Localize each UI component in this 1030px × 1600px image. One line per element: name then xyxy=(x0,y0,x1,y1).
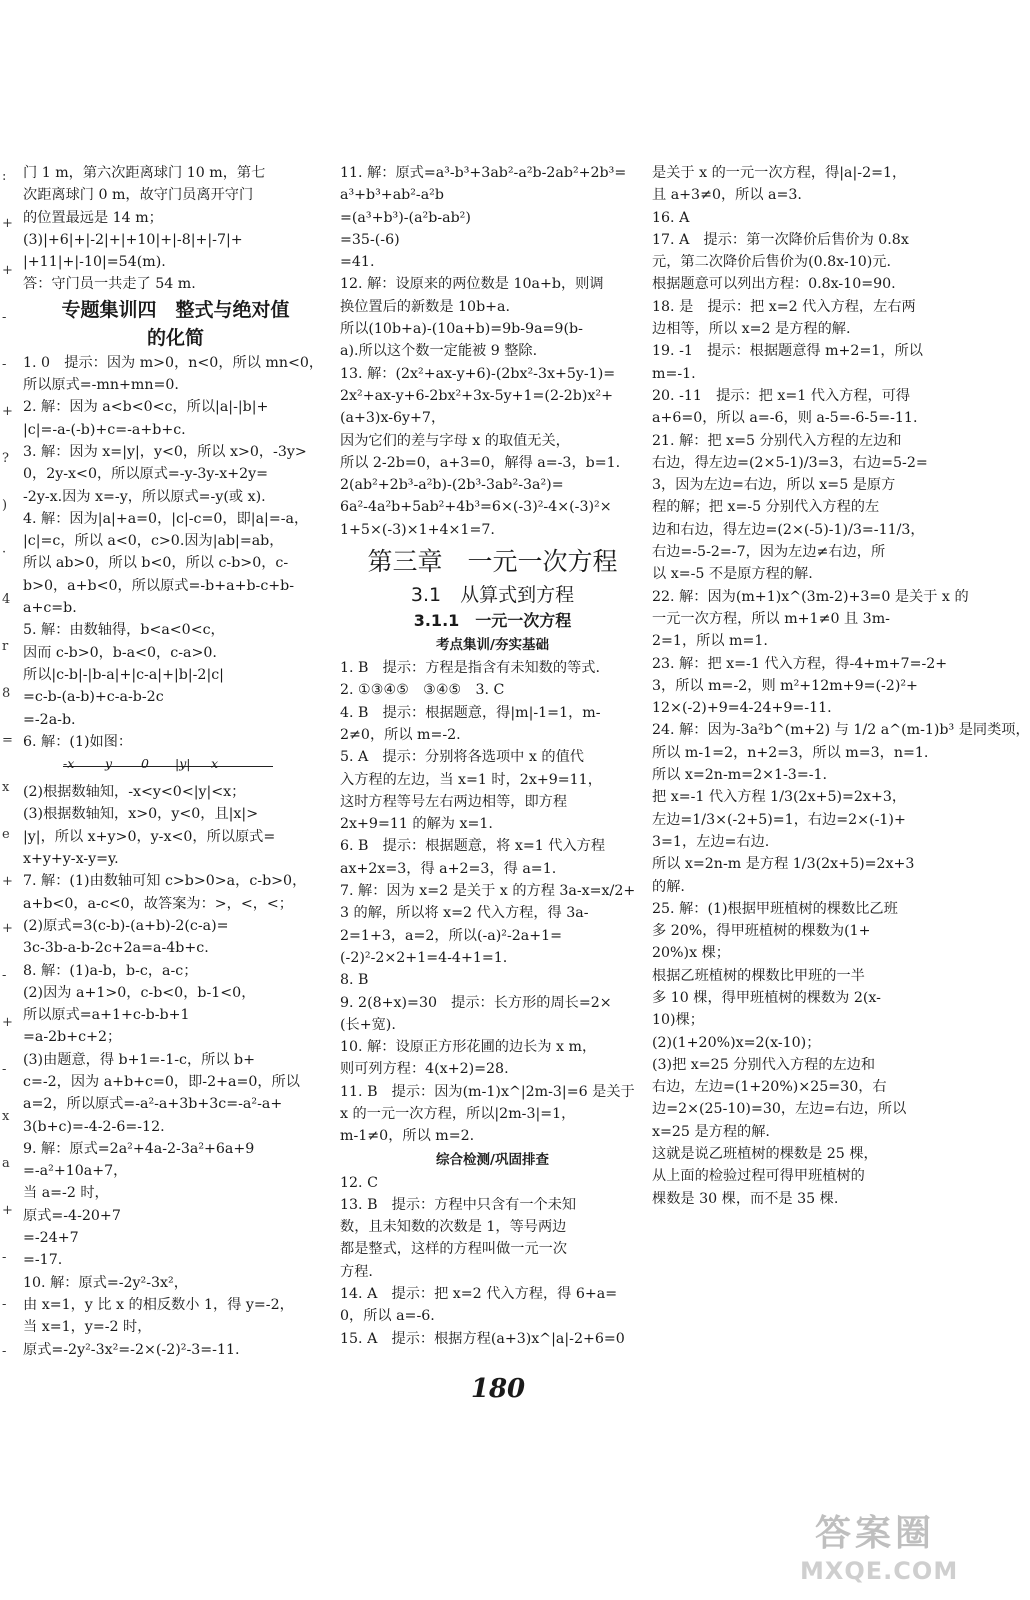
margin-glyph: - xyxy=(2,310,7,325)
text-line: 9. 2(8+x)=30 提示：长方形的周长=2× xyxy=(340,994,612,1011)
text-line: (3)根据数轴知，x>0，y<0，且|x|> xyxy=(23,806,259,823)
text-line: (3)由题意，得 b+1=-1-c，所以 b+ xyxy=(23,1051,256,1068)
text-line: 1. B 提示：方程是指含有未知数的等式. xyxy=(340,660,600,677)
text-line: =-24+7 xyxy=(23,1230,79,1247)
text-line: 10. 解：设原正方形花圃的边长为 x m， xyxy=(340,1039,597,1056)
number-line-label: x xyxy=(211,756,219,772)
text-line: 2=1+3，a=2，所以(-a)²-2a+1= xyxy=(340,927,563,944)
margin-glyph: + xyxy=(2,1203,13,1218)
text-line: 所以(10b+a)-(10a+b)=9b-9a=9(b- xyxy=(340,321,583,338)
text-line: 3. 解：因为 x=|y|，y<0，所以 x>0，-3y> xyxy=(23,443,307,460)
text-line: =(a³+b³)-(a²b-ab²) xyxy=(340,209,471,226)
col2-lines-c xyxy=(340,1172,645,1350)
text-line: 17. A 提示：第一次降价后售价为 0.8x xyxy=(652,231,909,248)
text-line: 3=1，左边=右边. xyxy=(652,833,770,850)
text-line: 5. 解：由数轴得，b<a<0<c， xyxy=(23,622,225,639)
text-line: 3(b+c)=-4-2-6=-12. xyxy=(23,1118,165,1135)
text-line: 15. A 提示：根据方程(a+3)x^|a|-2+6=0 xyxy=(340,1330,625,1347)
text-line: 所以 m-1=2，n+2=3，所以 m=3，n=1. xyxy=(652,744,929,761)
text-line: 10. 解：原式=-2y²-3x²， xyxy=(23,1274,188,1291)
text-line: a³+b³+ab²-a²b xyxy=(340,187,444,204)
margin-glyph: - xyxy=(2,968,7,983)
text-line: (2)根据数轴知，-x<y<0<|y|<x； xyxy=(23,784,246,801)
text-line: 多 20%，得甲班植树的棵数为(1+ xyxy=(652,923,871,940)
margin-glyph: - xyxy=(2,357,7,372)
text-line: 是关于 x 的一元一次方程，得|a|-2=1， xyxy=(652,165,907,181)
col2-lines-a xyxy=(340,162,645,541)
text-line: 方程. xyxy=(340,1263,373,1280)
number-line-label: -x xyxy=(63,756,75,772)
text-line: =a-2b+c+2； xyxy=(23,1029,122,1046)
text-line: 右边=-5-2=-7，因为左边≠右边，所 xyxy=(652,544,886,561)
text-line: 14. A 提示：把 x=2 代入方程，得 6+a= xyxy=(340,1286,618,1303)
margin-glyph: - xyxy=(2,1344,7,1359)
text-line: 则可列方程：4(x+2)=28. xyxy=(340,1061,509,1078)
text-line: =-17. xyxy=(23,1252,63,1269)
margin-glyph: x xyxy=(2,1109,10,1124)
comprehensive-check-label: 综合检测/巩固排查 xyxy=(436,1151,549,1168)
margin-glyph: + xyxy=(2,216,13,231)
margin-glyph: ) xyxy=(2,498,8,513)
text-line: =-a²+10a+7， xyxy=(23,1163,128,1180)
text-line: 程的解；把 x=-5 分别代入方程的左 xyxy=(652,499,880,516)
text-line: 元，第二次降价后售价为(0.8x-10)元. xyxy=(652,254,891,271)
margin-glyph: a xyxy=(2,1156,10,1171)
text-line: 12×(-2)+9=4-24+9=-11. xyxy=(652,700,832,717)
text-line: -2y-x.因为 x=-y，所以原式=-y(或 x). xyxy=(23,488,266,505)
section-title: 3.1 从算式到方程 xyxy=(410,584,575,607)
text-line: 1. 0 提示：因为 m>0，n<0，所以 mn<0， xyxy=(23,354,324,371)
text-line: 5. A 提示：分别将各选项中 x 的值代 xyxy=(340,749,584,766)
text-line: 以 x=-5 不是原方程的解. xyxy=(652,566,813,583)
text-line: 2(ab²+2b³-a²b)-(2b³-3ab²-3a²)= xyxy=(340,477,564,494)
text-line: 4. 解：因为|a|+a=0，|c|-c=0，即|a|=-a， xyxy=(23,510,309,527)
text-line: 由 x=1，y 比 x 的相反数小 1，得 y=-2， xyxy=(23,1296,294,1313)
text-line: 棵数是 30 棵，而不是 35 棵. xyxy=(652,1190,839,1207)
text-line: 入方程的左边，当 x=1 时，2x+9=11， xyxy=(340,771,602,788)
text-line: 因而 c-b>0，b-a<0，c-a>0. xyxy=(23,644,217,661)
text-line: 6. 解：(1)如图： xyxy=(23,733,133,750)
margin-glyph: 8 xyxy=(2,686,11,701)
page-number: 180 xyxy=(470,1374,526,1404)
text-line: 左边=1/3×(-2+5)=1，右边=2×(-1)+ xyxy=(652,811,906,828)
text-line: 所以 ab>0，所以 b<0，所以 c-b>0，c- xyxy=(23,555,289,572)
text-line: 且 a+3≠0，所以 a=3. xyxy=(652,187,802,204)
text-line: 2. ①③④⑤ ③④⑤ 3. C xyxy=(340,682,505,699)
text-line: |c|=c，所以 a<0，c>0.因为|ab|=ab， xyxy=(23,533,284,550)
watermark-text-bottom: MXQE.COM xyxy=(800,1557,959,1585)
text-line: 2≠0，所以 m=-2. xyxy=(340,726,461,743)
text-line: 边和右边，得左边=(2×(-5)-1)/3=-11/3， xyxy=(652,521,925,538)
text-line: 8. 解：(1)a-b，b-c，a-c； xyxy=(23,962,198,979)
margin-glyph: + xyxy=(2,921,13,936)
column-3 xyxy=(652,162,1030,1210)
text-line: 从上面的检验过程可得甲班植树的 xyxy=(652,1168,865,1185)
margin-glyph: ? xyxy=(2,451,9,466)
text-line: 右边，左边=(1+20%)×25=30，右 xyxy=(652,1079,887,1096)
text-line: 所以原式=-mn+mn=0. xyxy=(23,377,179,394)
margin-glyph: + xyxy=(2,874,13,889)
number-line-label: |y| xyxy=(175,756,191,772)
text-line: 一元一次方程，所以 m+1≠0 且 3m- xyxy=(652,610,890,627)
chapter-title: 第三章 一元一次方程 xyxy=(367,547,618,577)
text-line: 门 1 m，第六次距离球门 10 m，第七 xyxy=(23,165,266,181)
text-line: 7. 解：因为 x=2 是关于 x 的方程 3a-x=x/2+ xyxy=(340,883,636,900)
text-line: 3c-3b-a-b-2c+2a=a-4b+c. xyxy=(23,940,209,957)
text-line: a).所以这个数一定能被 9 整除. xyxy=(340,343,538,360)
text-line: c=-2，因为 a+b+c=0，即-2+a=0，所以 xyxy=(23,1073,300,1090)
text-line: 右边，得左边=(2×5-1)/3=3，右边=5-2= xyxy=(652,454,928,471)
margin-glyph: + xyxy=(2,263,13,278)
text-line: a+b<0，a-c<0，故答案为：>，<，<； xyxy=(23,895,293,912)
text-line: 4. B 提示：根据题意，得|m|-1=1，m- xyxy=(340,704,601,721)
col3-lines xyxy=(652,162,1030,1210)
text-line: ax+2x=3，得 a+2=3，得 a=1. xyxy=(340,860,557,877)
text-line: 10)棵； xyxy=(652,1012,704,1029)
text-line: 边相等，所以 x=2 是方程的解. xyxy=(652,321,851,338)
text-line: 1+5×(-3)×1+4×1=7. xyxy=(340,521,495,538)
text-line: 根据乙班植树的棵数比甲班的一半 xyxy=(652,967,865,984)
text-line: a=2，所以原式=-a²-a+3b+3c=-a²-a+ xyxy=(23,1096,283,1113)
text-line: 25. 解：(1)根据甲班植树的棵数比乙班 xyxy=(652,900,898,917)
margin-glyph: r xyxy=(2,639,9,654)
text-line: 数，且未知数的次数是 1，等号两边 xyxy=(340,1219,567,1236)
text-line: 11. 解：原式=a³-b³+3ab²-a²b-2ab²+2b³= xyxy=(340,165,627,181)
text-line: x+y+y-x-y=y. xyxy=(23,851,119,868)
text-line: 12. 解：设原来的两位数是 10a+b，则调 xyxy=(340,276,604,293)
text-line: (a+3)x-6y+7， xyxy=(340,410,446,427)
text-line: (2)因为 a+1>0，c-b<0，b-1<0， xyxy=(23,984,256,1001)
text-line: 当 x=1，y=-2 时， xyxy=(23,1319,152,1336)
text-line: 16. A xyxy=(652,209,690,226)
text-line: 9. 解：原式=2a²+4a-2-3a²+6a+9 xyxy=(23,1140,255,1157)
text-line: |c|=-a-(-b)+c=-a+b+c. xyxy=(23,421,186,438)
text-line: 20%)x 棵； xyxy=(652,945,730,962)
text-line: =35-(-6) xyxy=(340,231,400,248)
column-1 xyxy=(23,162,328,1361)
text-line: 3 的解，所以将 x=2 代入方程，得 3a- xyxy=(340,905,589,922)
text-line: 2. 解：因为 a<b<0<c，所以|a|-|b|+ xyxy=(23,399,269,416)
text-line: (3)把 x=25 分别代入方程的左边和 xyxy=(652,1056,876,1073)
text-line: 13. 解：(2x²+ax-y+6)-(2bx²-3x+5y-1)= xyxy=(340,365,616,382)
text-line: 根据题意可以列出方程：0.8x-10=90. xyxy=(652,276,896,293)
text-line: a+6=0，所以 a=-6，则 a-5=-6-5=-11. xyxy=(652,410,918,427)
number-line-label: 0 xyxy=(141,756,149,772)
text-line: 所以 2-2b=0，a+3=0，解得 a=-3，b=1. xyxy=(340,454,621,471)
text-line: 2x+9=11 的解为 x=1. xyxy=(340,816,493,833)
text-line: 所以 x=2n-m 是方程 1/3(2x+5)=2x+3 xyxy=(652,856,915,873)
margin-glyph: - xyxy=(2,1250,7,1265)
text-line: 13. B 提示：方程中只含有一个未知 xyxy=(340,1196,577,1213)
text-line: m=-1. xyxy=(652,365,696,382)
text-line: (长+宽). xyxy=(340,1016,396,1033)
text-line: =41. xyxy=(340,254,375,271)
text-line: 所以原式=a+1+c-b-b+1 xyxy=(23,1007,190,1024)
col2-lines-b xyxy=(340,657,645,1148)
text-line: 因为它们的差与字母 x 的取值无关， xyxy=(340,432,570,449)
column-2 xyxy=(340,162,645,1350)
text-line: 都是整式，这样的方程叫做一元一次 xyxy=(340,1241,568,1258)
text-line: 22. 解：因为(m+1)x^(3m-2)+3=0 是关于 x 的 xyxy=(652,588,969,605)
margin-glyph: = xyxy=(2,733,13,748)
text-line: 所以|c-b|-|b-a|+|c-a|+|b|-2|c| xyxy=(23,666,224,683)
text-line: m-1≠0，所以 m=2. xyxy=(340,1128,475,1145)
number-line-axis xyxy=(63,766,273,767)
text-line: 11. B 提示：因为(m-1)x^|2m-3|=6 是关于 xyxy=(340,1083,635,1100)
text-line: (3)|+6|+|-2|+|+10|+|-8|+|-7|+ xyxy=(23,231,243,248)
text-line: 23. 解：把 x=-1 代入方程，得-4+m+7=-2+ xyxy=(652,655,948,672)
margin-glyph: 4 xyxy=(2,592,11,607)
number-line-label: y xyxy=(105,756,113,772)
text-line: 18. 是 提示：把 x=2 代入方程，左右两 xyxy=(652,298,916,315)
col1-lines-b xyxy=(23,352,328,753)
text-line: 的解. xyxy=(652,878,685,895)
left-margin-strip xyxy=(0,170,18,1400)
text-line: 原式=-4-20+7 xyxy=(23,1207,121,1224)
margin-glyph: · xyxy=(2,545,7,560)
watermark-text-top: 答案圈 xyxy=(815,1513,936,1554)
margin-glyph: - xyxy=(2,1297,7,1312)
text-line: 换位置后的新数是 10b+a. xyxy=(340,298,511,315)
text-line: (2)原式=3(c-b)-(a+b)-2(c-a)= xyxy=(23,917,229,934)
special-title-line-1: 专题集训四 整式与绝对值 xyxy=(61,298,290,321)
text-line: |+11|+|-10|=54(m). xyxy=(23,254,166,271)
special-title-line-2: 的化简 xyxy=(146,326,204,349)
text-line: 0，所以 a=-6. xyxy=(340,1308,435,1325)
text-line: 所以 x=2n-m=2×1-3=-1. xyxy=(652,767,828,784)
text-line: 19. -1 提示：根据题意得 m+2=1，所以 xyxy=(652,343,923,360)
margin-glyph: x xyxy=(2,780,10,795)
text-line: a+c=b. xyxy=(23,600,77,617)
text-line: |y|，所以 x+y>0，y-x<0，所以原式= xyxy=(23,828,276,845)
text-line: 0，2y-x<0，所以原式=-y-3y-x+2y= xyxy=(23,466,269,483)
text-line: 这就是说乙班植树的棵数是 25 棵， xyxy=(652,1146,878,1163)
text-line: =-2a-b. xyxy=(23,711,76,728)
text-line: 原式=-2y²-3x²=-2×(-2)²-3=-11. xyxy=(23,1341,240,1358)
text-line: 21. 解：把 x=5 分别代入方程的左边和 xyxy=(652,432,902,449)
text-line: (-2)²-2×2+1=4-4+1=1. xyxy=(340,949,508,966)
watermark-logo xyxy=(800,1505,990,1595)
text-line: 6a²-4a²b+5ab²+4b³=6×(-3)²-4×(-3)²× xyxy=(340,499,612,516)
text-line: 8. B xyxy=(340,972,369,989)
margin-glyph: - xyxy=(2,1062,7,1077)
text-line: 当 a=-2 时， xyxy=(23,1185,109,1202)
margin-glyph: + xyxy=(2,404,13,419)
margin-glyph: e xyxy=(2,827,10,842)
text-line: 多 10 棵，得甲班植树的棵数为 2(x- xyxy=(652,989,881,1006)
text-line: 7. 解：(1)由数轴可知 c>b>0>a，c-b>0， xyxy=(23,873,307,890)
text-line: 3，所以 m=-2，则 m²+12m+9=(-2)²+ xyxy=(652,677,918,694)
text-line: x 的一元一次方程，所以|2m-3|=1， xyxy=(340,1105,576,1122)
text-line: 把 x=-1 代入方程 1/3(2x+5)=2x+3， xyxy=(652,789,907,806)
margin-glyph: + xyxy=(2,1015,13,1030)
text-line: 3，因为左边=右边，所以 x=5 是原方 xyxy=(652,477,896,494)
text-line: =c-b-(a-b)+c-a-b-2c xyxy=(23,689,164,706)
text-line: 20. -11 提示：把 x=1 代入方程，可得 xyxy=(652,387,911,404)
col1-lines-c xyxy=(23,781,328,1361)
text-line: 6. B 提示：根据题意，将 x=1 代入方程 xyxy=(340,838,606,855)
text-line: 次距离球门 0 m，故守门员离开守门 xyxy=(23,187,254,204)
text-line: 答：守门员一共走了 54 m. xyxy=(23,276,196,293)
text-line: 12. C xyxy=(340,1174,378,1191)
number-line-figure xyxy=(63,755,273,779)
margin-glyph: : xyxy=(2,169,7,184)
text-line: 2=1，所以 m=1. xyxy=(652,633,768,650)
text-line: 2x²+ax-y+6-2bx²+3x-5y+1=(2-2b)x²+ xyxy=(340,387,614,404)
text-line: 这时方程等号左右两边相等，即方程 xyxy=(340,793,568,810)
text-line: b>0，a+b<0，所以原式=-b+a+b-c+b- xyxy=(23,577,295,594)
text-line: 24. 解：因为-3a²b^(m+2) 与 1/2 a^(m-1)b³ 是同类项， xyxy=(652,722,1030,739)
col1-lines-a xyxy=(23,162,328,296)
text-line: 边=2×(25-10)=30，左边=右边，所以 xyxy=(652,1101,907,1118)
text-line: x=25 是方程的解. xyxy=(652,1123,770,1140)
text-line: 的位置最远是 14 m； xyxy=(23,209,163,226)
text-line: (2)(1+20%)x=2(x-10)； xyxy=(652,1034,821,1051)
basic-practice-label: 考点集训/夯实基础 xyxy=(436,637,549,654)
subsection-title: 3.1.1 一元一次方程 xyxy=(413,611,572,631)
